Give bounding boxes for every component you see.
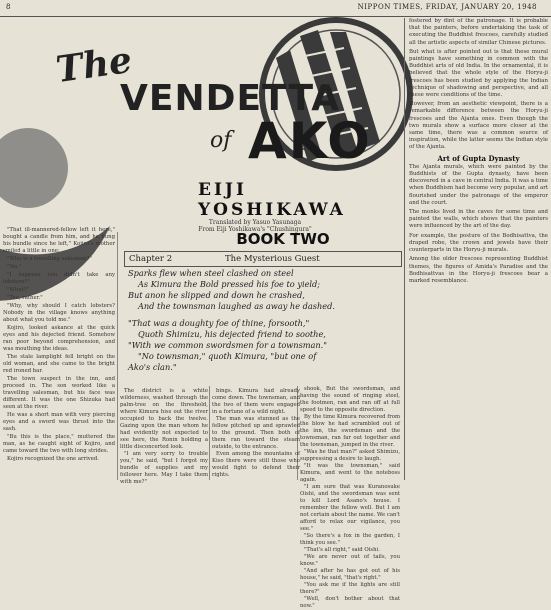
- column-rule: [117, 232, 118, 480]
- paragraph: "Was he that man?" asked Shimizu, suppressing a desire to laugh.: [300, 449, 400, 462]
- story-column-left: [3, 227, 115, 480]
- poem-line: As Kimura the Bold pressed his foe to yield;: [138, 279, 321, 289]
- paragraph: He was a short man with very piercing eyes and a sword was thrust into the sash.: [3, 412, 115, 432]
- paragraph: "Who is a travelling salesman?": [7, 256, 92, 262]
- paragraph: "Well, don't bother about that now.": [300, 596, 400, 609]
- paragraph: "So there's a fox in the garden, I think you see.": [300, 533, 400, 546]
- paragraph: "I suppose you didn't take any lobsters?": [3, 272, 115, 285]
- paragraph: The stale lamplight fell bright on the old woman, and she came to the bright red ironed bar.: [3, 354, 115, 374]
- paper-dateline: NIPPON TIMES, FRIDAY, JANUARY 20, 1948: [357, 3, 537, 11]
- paragraph: The Ajanta murals, which were painted by the Buddhists of the Gupta dynasty, have been discovered in a cave in central India. It was a time when Buddhism had become very popular, and art flourished under the patronage of the emperor and the court.: [409, 163, 548, 206]
- paragraph: The district is a white wilderness, washed through the palm-tree on the threshold, where Kimura hiss out the river occupied to back the twelve. Gazing upon the man whom he had evidently not expected to see here, the Ronin holding a little disconcerted look.: [120, 388, 208, 450]
- chapter-number: Chapter 2: [129, 254, 173, 264]
- paragraph: By the time Kimura recovered from the blow he had scrambled out of the inn, the swordsman and the townsman, ran far out together and the townsman, jumped in the river.: [300, 414, 400, 448]
- story-column-b: [212, 388, 300, 480]
- story-column-a: [120, 388, 208, 485]
- title-word-vendetta: VENDETTA: [120, 78, 341, 119]
- story-column-c: [300, 386, 400, 609]
- chapter-bar: [124, 251, 402, 267]
- paragraph: But what is after pointed out is that these mural paintings have something in common with the Buddhist arts of old India. In the ornamental, it is believed that the whole style of the Horyu-ji frescoes has been studied by applying the Indian technique of shadowing and perspective, and all these were conditions of the time.: [409, 48, 548, 99]
- paragraph: Even among the mountains of Kiso there were still those who would fight to defend their rights.: [212, 451, 300, 478]
- article-column-right: [404, 18, 548, 480]
- poem-line: "That was a doughty foe of thine, forsooth,": [128, 318, 310, 328]
- author-name: EIJI YOSHIKAWA: [198, 180, 346, 220]
- poem-line: Ako's clan.": [128, 362, 177, 372]
- half-circle-graphic: [0, 128, 68, 208]
- poem-line: Sparks flew when steel clashed on steel: [128, 268, 294, 278]
- paragraph: "You ask me if the lights are still there?": [300, 582, 400, 595]
- paragraph: Kojiro recognized the one arrived.: [7, 456, 99, 462]
- credit-line: Translated by Yasuo Yasunaga: [208, 219, 302, 226]
- book-heading: BOOK TWO: [236, 230, 330, 248]
- paragraph: "We are never out of tails, you know.": [300, 554, 400, 567]
- page-number: 8: [6, 3, 11, 11]
- paragraph: Among the older frescoes representing Buddhist themes, the figures of Amida's Paradise and the Bodhisattvas in the Horyu-ji frescoes bear a marked resemblance.: [409, 256, 548, 284]
- paragraph: "That's all right," said Oishi.: [304, 547, 380, 553]
- title-word-of: of: [210, 128, 232, 153]
- paragraph: "That ill-mannered-fellow left it here," bought a candle from him, and he hung his bundle since he left," Kojiro's mother smiled a little in one:: [3, 227, 115, 254]
- chapter-title: The Mysterious Guest: [225, 254, 320, 264]
- masthead: [0, 0, 551, 17]
- paragraph: "I am very sorry to trouble you," he said, "but I forgot my bundle of supplies and my follower here. May I take them with me?": [120, 451, 208, 485]
- paragraph: "I am sure that was Kuranosuke Oishi, and the swordsman was sent to kill Lord Asano's house. I remember the fellow well. But I am not certain about the name. We can't afford to relax our vigilance, you see.": [300, 484, 400, 532]
- title-word-ako: AKO: [248, 112, 372, 170]
- article-subhead: Art of Gupta Dynasty: [437, 153, 520, 163]
- poem-line: But anon he slipped and down he crashed,: [128, 290, 305, 300]
- paragraph: Kojiro, looked askance at the quick eyes and his dejected friend. Somehow ran poor beyond comprehension, and was mouthing the ideas.: [3, 325, 115, 352]
- paragraph: The town suspect in the inn, and proceed in. The son worked like a travelling salesman, but his face was different. It was the one Shizuka had seen at the river.: [3, 376, 115, 410]
- poem-line: Quoth Shimizu, his dejected friend to soothe,: [138, 329, 326, 339]
- title-word-the: The: [53, 38, 135, 92]
- poem-line: "No townsman," quoth Kimura, "but one of: [138, 351, 317, 361]
- poem-line: "With we common swordsmen for a townsman.": [128, 340, 328, 350]
- paragraph: shook, But the swordsman, and having the sound of ringing steel, the footmen, ran and ran off at full speed to the opposite direction.: [300, 386, 400, 413]
- column-rule: [209, 386, 210, 480]
- paragraph: "And after he has got out of his house," he said, "that's right.": [300, 568, 400, 581]
- paragraph: "No.": [7, 264, 22, 270]
- poem-line: And the townsman laughed as away he dashed.: [138, 301, 335, 311]
- paragraph: "What?": [7, 287, 29, 293]
- paragraph: "Why, why should I catch lobsters? Nobody in the village knows anything about what you told me.": [3, 303, 115, 323]
- paragraph: The monks lived in the caves for some time and painted the walls, which shows that the painters were influenced by the art of the day.: [409, 209, 548, 230]
- paragraph: bings. Kimura had already come down. The townsman, and the two of them were engaged in a fortune of a wild night.: [212, 388, 300, 415]
- paragraph: The man was stunned as the fellow pitched up and sprawled to the ground. Then both of them ran toward the steam outside, to the entrance.: [212, 416, 300, 450]
- paragraph: "Tea, rather.": [7, 295, 43, 301]
- paragraph: However, from an aesthetic viewpoint, there is a remarkable difference between the Horyu-ji frescoes and the Ajanta ones. Even though the two murals show a surface more closer at the same time, there was a common source of inspiration, while the latter seems the Indian style of the Ajanta.: [409, 101, 548, 151]
- credit-line: From Eiji Yoshikawa's "Chushingura": [198, 226, 312, 233]
- paragraph: For example, the posture of the Bodhisattva, the draped robe, the crown and jewels have their counterparts in the Horyu-ji murals.: [409, 232, 548, 254]
- poem-block: [128, 268, 402, 384]
- title-area: [0, 16, 402, 233]
- paragraph: fostered by dint of the patronage. It is probable that the painters, before undertaking the task of executing the Buddhist frescoes, carefully studied all the artistic aspects of similar Chinese pictures.: [409, 18, 548, 46]
- paragraph: "It was the townsman," said Kimura, and went to the noteboss again.: [300, 463, 400, 483]
- paragraph: "Bu this is the place," muttered the man, as he caught sight of Kojiro, and came toward the two with long strides.: [3, 434, 115, 454]
